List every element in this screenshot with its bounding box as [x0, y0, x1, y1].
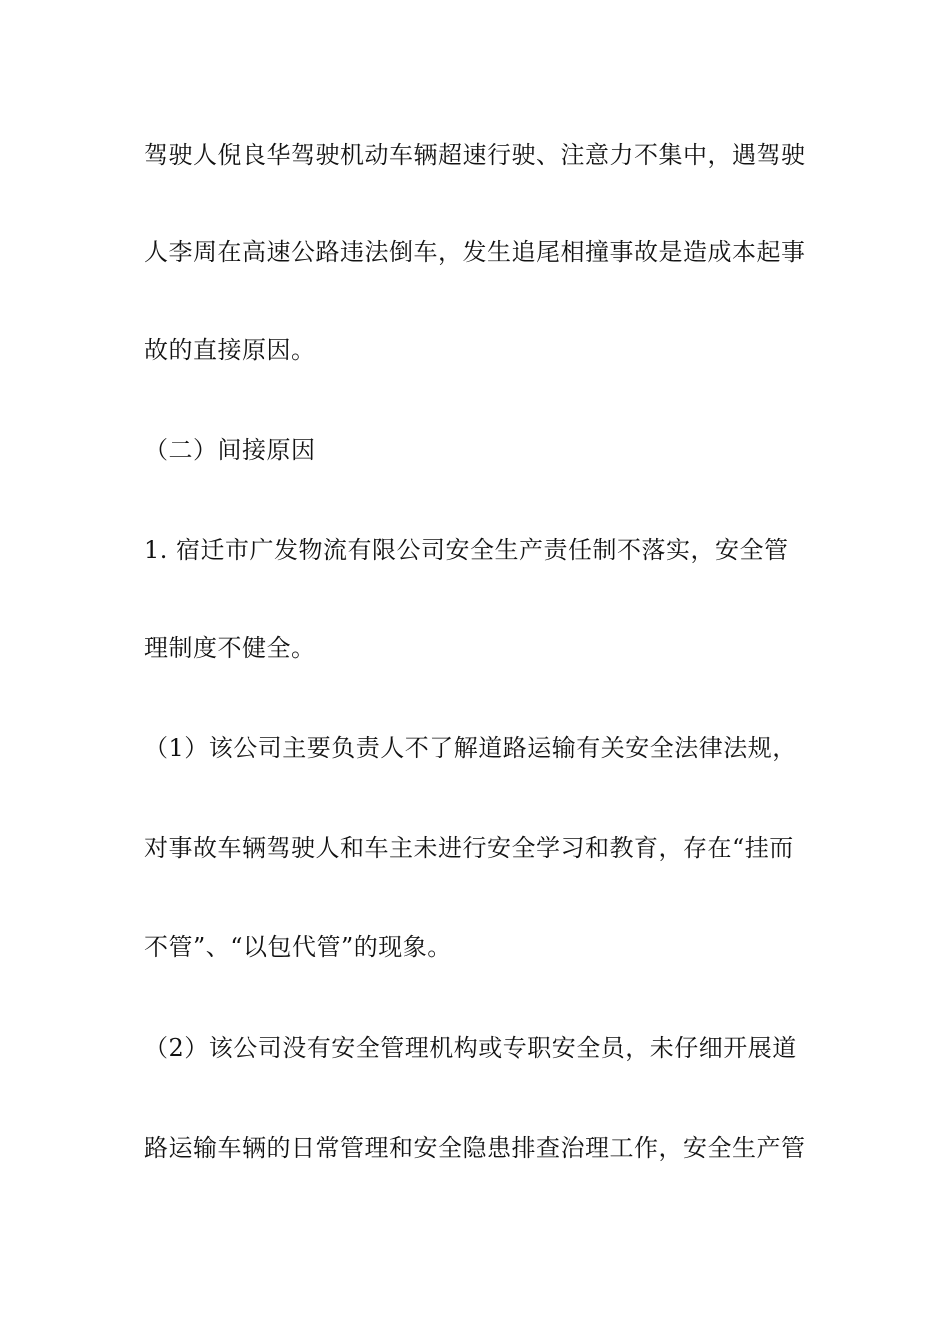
paragraph-line: 驾驶人倪良华驾驶机动车辆超速行驶、注意力不集中，遇驾驶	[144, 141, 806, 169]
paragraph-line: （1）该公司主要负责人不了解道路运输有关安全法律法规，	[144, 734, 797, 762]
paragraph-line: （2）该公司没有安全管理机构或专职安全员，未仔细开展道	[144, 1034, 797, 1062]
paragraph-line: 故的直接原因。	[144, 336, 316, 364]
paragraph-line: 对事故车辆驾驶人和车主未进行安全学习和教育，存在“挂而	[144, 834, 794, 862]
paragraph-line: 路运输车辆的日常管理和安全隐患排查治理工作，安全生产管	[144, 1134, 806, 1162]
list-item-heading: 1. 宿迁市广发物流有限公司安全生产责任制不落实，安全管	[144, 536, 789, 564]
section-heading: （二）间接原因	[144, 436, 316, 464]
paragraph-line: 不管”、“以包代管”的现象。	[144, 933, 452, 961]
paragraph-line: 理制度不健全。	[144, 634, 316, 662]
paragraph-line: 人李周在高速公路违法倒车，发生追尾相撞事故是造成本起事	[144, 238, 806, 266]
